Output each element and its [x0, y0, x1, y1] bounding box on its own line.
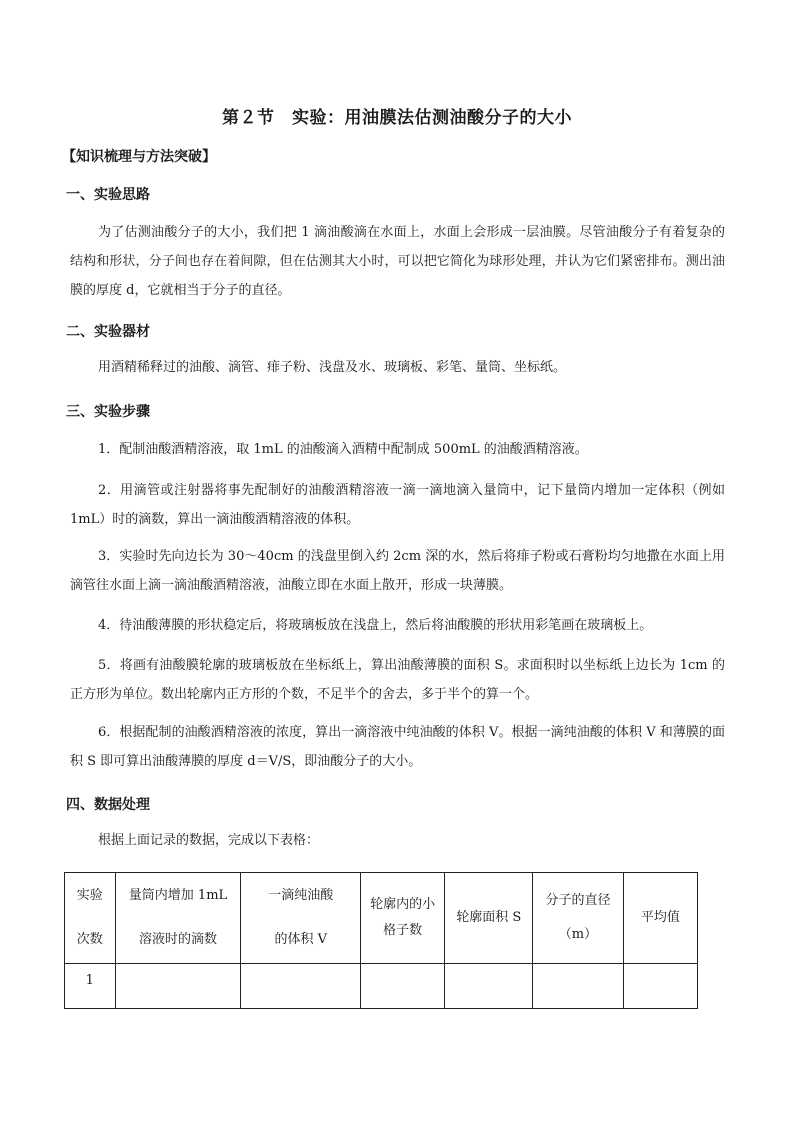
- table-cell[interactable]: [533, 964, 623, 1009]
- table-cell[interactable]: [241, 964, 361, 1009]
- paragraph-step-4: 4．待油酸薄膜的形状稳定后，将玻璃板放在浅盘上，然后将油酸膜的形状用彩笔画在玻璃板上。: [98, 618, 653, 633]
- paragraph-step-3: 3．实验时先向边长为 30～40cm 的浅盘里倒入约 2cm 深的水，然后将痱子粉或石膏粉均匀地撒在水面上用滴管往水面上滴一滴油酸酒精溶液，油酸立即在水面上散开，形成一块薄膜。: [70, 549, 725, 593]
- section-heading-idea: 一、实验思路: [66, 187, 150, 203]
- table-header-cell: [115, 873, 241, 964]
- header-line: 轮廓面积 S: [456, 910, 522, 925]
- table-cell[interactable]: [445, 964, 533, 1009]
- table-header-cell: [533, 873, 623, 964]
- header-line: 平均值: [640, 910, 680, 925]
- header-line: 轮廓内的小: [370, 897, 436, 912]
- header-line: 溶液时的滴数: [138, 932, 217, 947]
- header-line: 的体积 V: [274, 932, 327, 947]
- table-header-cell: [445, 873, 533, 964]
- paragraph-step-5: 5．将画有油酸膜轮廓的玻璃板放在坐标纸上，算出油酸薄膜的面积 S。求面积时以坐标纸上边长为 1cm 的正方形为单位。数出轮廓内正方形的个数，不足半个的舍去，多于半个的算一个。: [70, 658, 725, 702]
- paragraph-data-intro: 根据上面记录的数据，完成以下表格：: [98, 833, 320, 848]
- section-heading-materials: 二、实验器材: [66, 324, 150, 340]
- table-cell[interactable]: [115, 964, 241, 1009]
- section-heading-data: 四、数据处理: [66, 797, 150, 813]
- table-cell-index: 1: [65, 964, 116, 1009]
- section-heading-steps: 三、实验步骤: [66, 404, 150, 420]
- header-line: 次数: [76, 932, 103, 947]
- header-line: 格子数: [383, 923, 423, 938]
- paragraph-step-6: 6．根据配制的油酸酒精溶液的浓度，算出一滴溶液中纯油酸的体积 V。根据一滴纯油酸的体积 V 和薄膜的面积 S 即可算出油酸薄膜的厚度 d＝V/S，即油酸分子的大小。: [70, 725, 725, 769]
- table-cell[interactable]: [623, 964, 697, 1009]
- table-row: [65, 964, 698, 1009]
- paragraph-step-1: 1．配制油酸酒精溶液，取 1mL 的油酸滴入酒精中配制成 500mL 的油酸酒精溶液。: [98, 442, 588, 457]
- knowledge-heading: 【知识梳理与方法突破】: [62, 149, 216, 165]
- paragraph-idea: 为了估测油酸分子的大小，我们把 1 滴油酸滴在水面上，水面上会形成一层油膜。尽管油酸分子有着复杂的结构和形状，分子间也存在着间隙，但在估测其大小时，可以把它简化为球形处理，并认为它们紧密排布。测出油膜的厚度 d，它就相当于分子的直径。: [70, 225, 725, 298]
- header-line: 分子的直径: [545, 893, 611, 908]
- paragraph-materials: 用酒精稀释过的油酸、滴管、痱子粉、浅盘及水、玻璃板、彩笔、量筒、坐标纸。: [98, 360, 567, 375]
- table-header-cell: [361, 873, 445, 964]
- table-header-row: [65, 873, 698, 964]
- page-title: 第２节 实验：用油膜法估测油酸分子的大小: [222, 108, 572, 128]
- header-line: 量筒内增加 1mL: [128, 888, 228, 903]
- table-header-cell: [241, 873, 361, 964]
- data-table: [64, 872, 698, 1009]
- table-cell[interactable]: [361, 964, 445, 1009]
- header-line: 一滴纯油酸: [268, 888, 334, 903]
- table-header-cell: [623, 873, 697, 964]
- table-header-cell: [65, 873, 116, 964]
- paragraph-step-2: 2．用滴管或注射器将事先配制好的油酸酒精溶液一滴一滴地滴入量筒中，记下量筒内增加一定体积（例如 1mL）时的滴数，算出一滴油酸酒精溶液的体积。: [70, 483, 725, 527]
- header-line: 实验: [76, 888, 103, 903]
- header-line: （m）: [558, 927, 598, 942]
